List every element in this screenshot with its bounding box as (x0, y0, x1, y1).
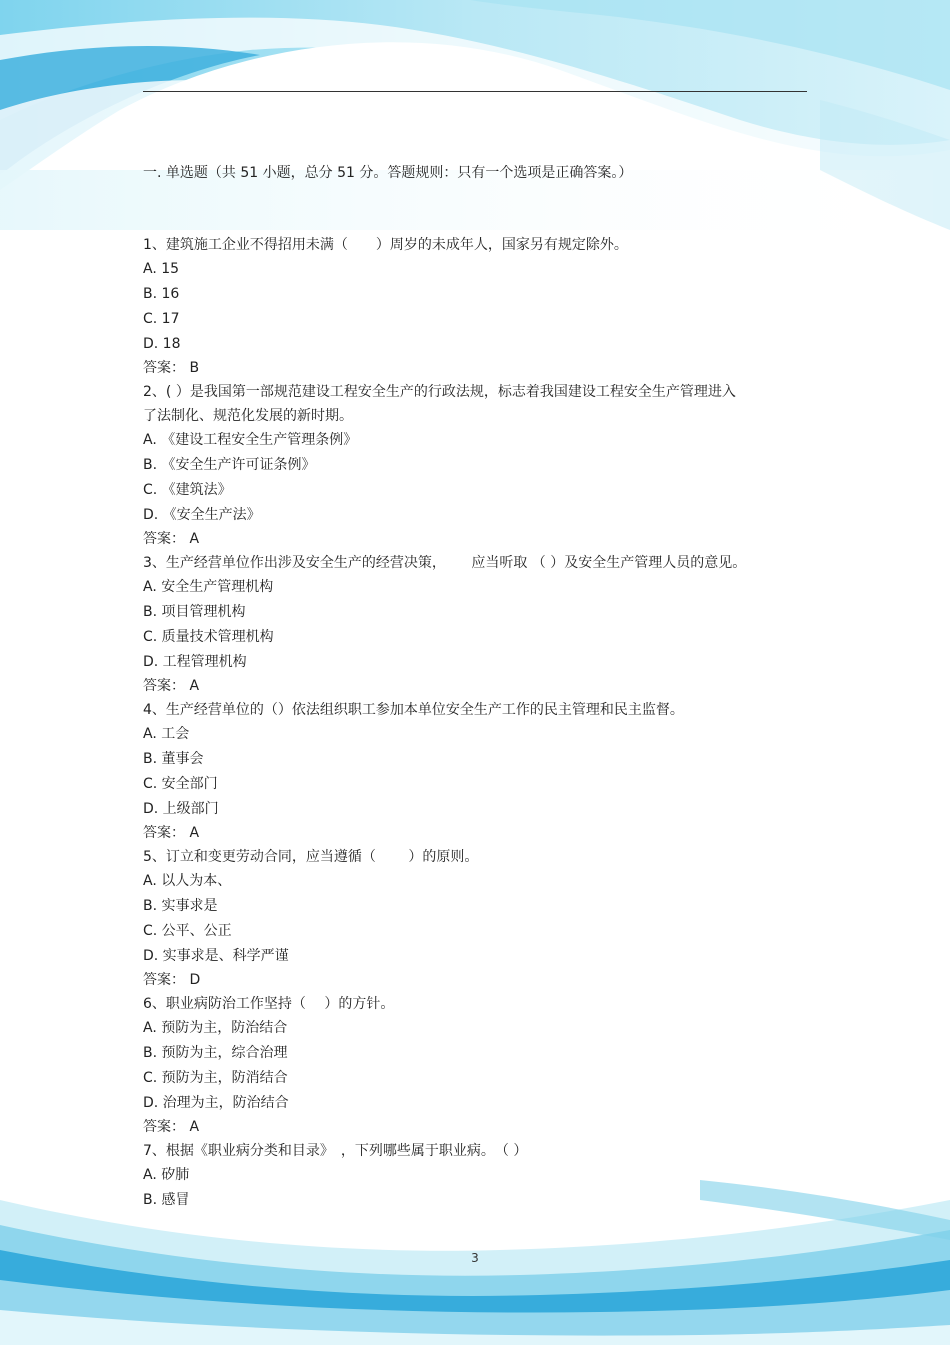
question-text: 3、生产经营单位作出涉及安全生产的经营决策， 应当听取 （ ）及安全生产管理人员的意见。 (143, 555, 747, 571)
option-b: B. 项目管理机构 (143, 604, 246, 620)
option-d: D. 工程管理机构 (143, 654, 247, 670)
option-c: C. 质量技术管理机构 (143, 629, 274, 645)
question-text: 1、建筑施工企业不得招用未满（ ）周岁的未成年人，国家另有规定除外。 (143, 237, 628, 253)
option-d: D. 上级部门 (143, 801, 219, 817)
option-b: B. 感冒 (143, 1192, 190, 1208)
question-text: 6、职业病防治工作坚持（ ）的方针。 (143, 996, 395, 1012)
question-text: 2、( ）是我国第一部规范建设工程安全生产的行政法规，标志着我国建设工程安全生产管理进入了法制化、规范化发展的新时期。 (143, 384, 736, 424)
option-b: B. 实事求是 (143, 898, 218, 914)
option-b: B. 预防为主，综合治理 (143, 1045, 288, 1061)
option-c: C. 预防为主，防消结合 (143, 1070, 288, 1086)
header-rule (143, 91, 807, 92)
question-text: 7、根据《职业病分类和目录》 ，下列哪些属于职业病。 （ ） (143, 1143, 528, 1159)
option-c: C. 《建筑法》 (143, 482, 232, 498)
question-3 (143, 551, 813, 698)
question-4 (143, 698, 813, 845)
answer-line: 答案： A (143, 678, 200, 694)
option-d: D. 18 (143, 336, 181, 352)
option-a: A. 预防为主，防治结合 (143, 1020, 288, 1036)
option-b: B. 16 (143, 286, 180, 302)
question-5 (143, 845, 813, 992)
answer-line: 答案： A (143, 1119, 200, 1135)
option-a: A. 15 (143, 261, 180, 277)
question-6 (143, 992, 813, 1139)
question-2 (143, 380, 813, 551)
option-a: A. 以人为本、 (143, 873, 232, 889)
option-a: A. 《建设工程安全生产管理条例》 (143, 432, 358, 448)
option-d: D. 治理为主，防治结合 (143, 1095, 289, 1111)
answer-line: 答案： B (143, 360, 200, 376)
option-d: D. 实事求是、科学严谨 (143, 948, 289, 964)
question-7 (143, 1139, 813, 1213)
option-a: A. 工会 (143, 726, 190, 742)
option-d: D. 《安全生产法》 (143, 507, 261, 523)
answer-line: 答案： D (143, 972, 201, 988)
page-number: 3 (471, 1251, 479, 1265)
option-c: C. 安全部门 (143, 776, 218, 792)
question-text: 5、订立和变更劳动合同，应当遵循（ ）的原则。 (143, 849, 479, 865)
option-a: A. 矽肺 (143, 1167, 190, 1183)
answer-line: 答案： A (143, 825, 200, 841)
question-list (143, 233, 813, 1213)
answer-line: 答案： A (143, 531, 200, 547)
question-1 (143, 233, 813, 380)
top-wave-decoration (0, 0, 950, 230)
option-b: B. 董事会 (143, 751, 204, 767)
option-a: A. 安全生产管理机构 (143, 579, 274, 595)
option-c: C. 17 (143, 311, 180, 327)
option-b: B. 《安全生产许可证条例》 (143, 457, 316, 473)
section-heading: 一. 单选题（共 51 小题，总分 51 分。答题规则：只有一个选项是正确答案。） (143, 165, 633, 181)
question-text: 4、生产经营单位的（）依法组织职工参加本单位安全生产工作的民主管理和民主监督。 (143, 702, 684, 718)
option-c: C. 公平、公正 (143, 923, 232, 939)
